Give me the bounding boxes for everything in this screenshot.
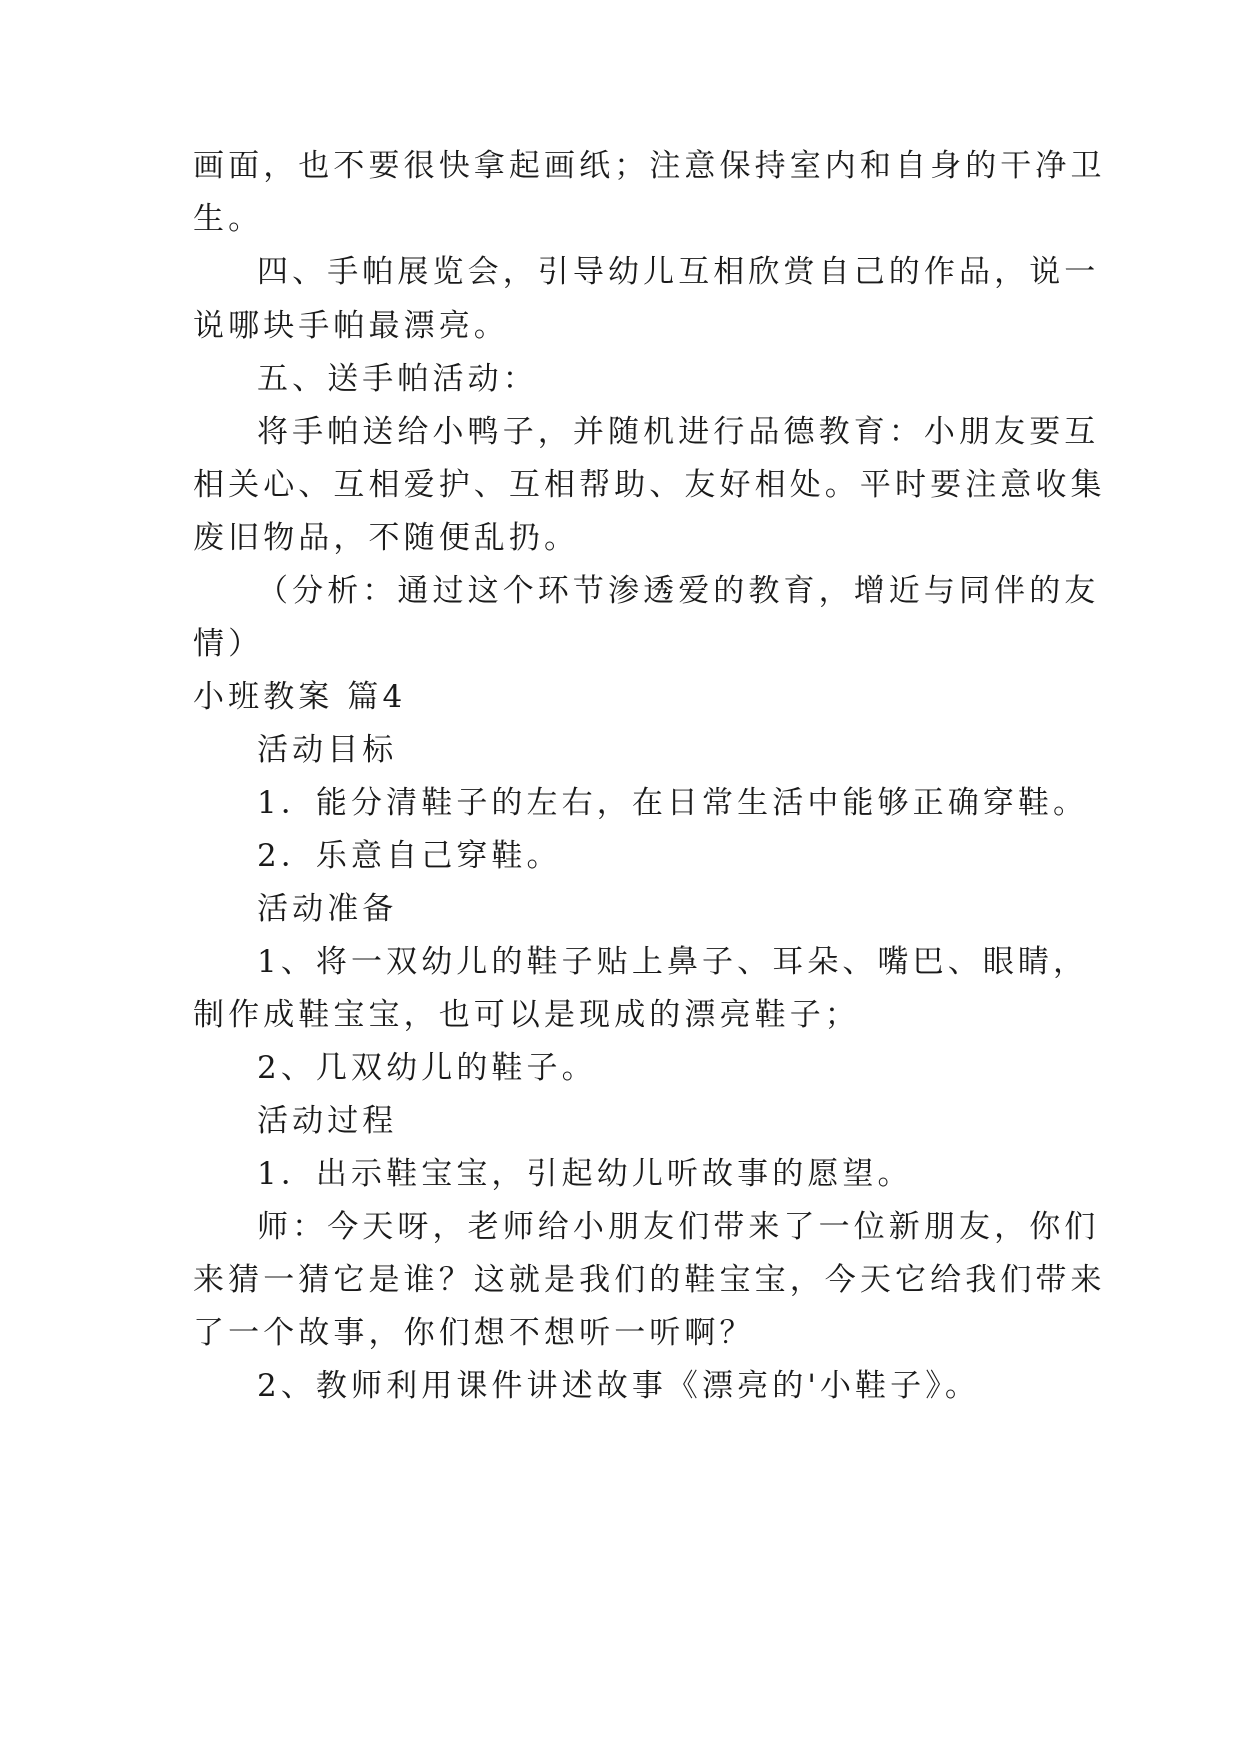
paragraph-line: 师：今天呀，老师给小朋友们带来了一位新朋友，你们 [257,1209,1100,1245]
list-item: 1．能分清鞋子的左右，在日常生活中能够正确穿鞋。 [257,785,1089,821]
section-heading: 活动目标 [257,732,398,768]
paragraph-line: 四、手帕展览会，引导幼儿互相欣赏自己的作品，说一 [257,254,1100,290]
section-heading: 活动准备 [257,891,398,927]
paragraph-line: 将手帕送给小鸭子，并随机进行品德教育：小朋友要互 [257,414,1100,450]
paragraph-line: 了一个故事，你们想不想听一听啊？ [193,1315,755,1351]
paragraph-line: 相关心、互相爱护、互相帮助、友好相处。平时要注意收集 [193,467,1106,503]
list-item: 1、将一双幼儿的鞋子贴上鼻子、耳朵、嘴巴、眼睛， [257,944,1089,980]
paragraph-line: 废旧物品，不随便乱扔。 [193,520,580,556]
list-item: 2．乐意自己穿鞋。 [257,838,562,874]
paragraph-line: 来猜一猜它是谁？这就是我们的鞋宝宝，今天它给我们带来 [193,1262,1106,1298]
list-item: 2、教师利用课件讲述故事《漂亮的'小鞋子》。 [257,1368,980,1404]
paragraph-line: 生。 [193,201,264,237]
paragraph-line: 情） [193,626,264,662]
list-item: 1．出示鞋宝宝，引起幼儿听故事的愿望。 [257,1156,913,1192]
paragraph-line: 说哪块手帕最漂亮。 [193,308,509,344]
section-heading: 五、送手帕活动： [257,361,538,397]
paragraph-line: 制作成鞋宝宝，也可以是现成的漂亮鞋子； [193,997,860,1033]
paragraph-line: （分析：通过这个环节渗透爱的教育，增近与同伴的友 [257,573,1100,609]
section-heading: 活动过程 [257,1103,398,1139]
paragraph-line: 画面，也不要很快拿起画纸；注意保持室内和自身的干净卫 [193,148,1106,184]
document-title: 小班教案 篇4 [193,679,407,715]
list-item: 2、几双幼儿的鞋子。 [257,1050,597,1086]
